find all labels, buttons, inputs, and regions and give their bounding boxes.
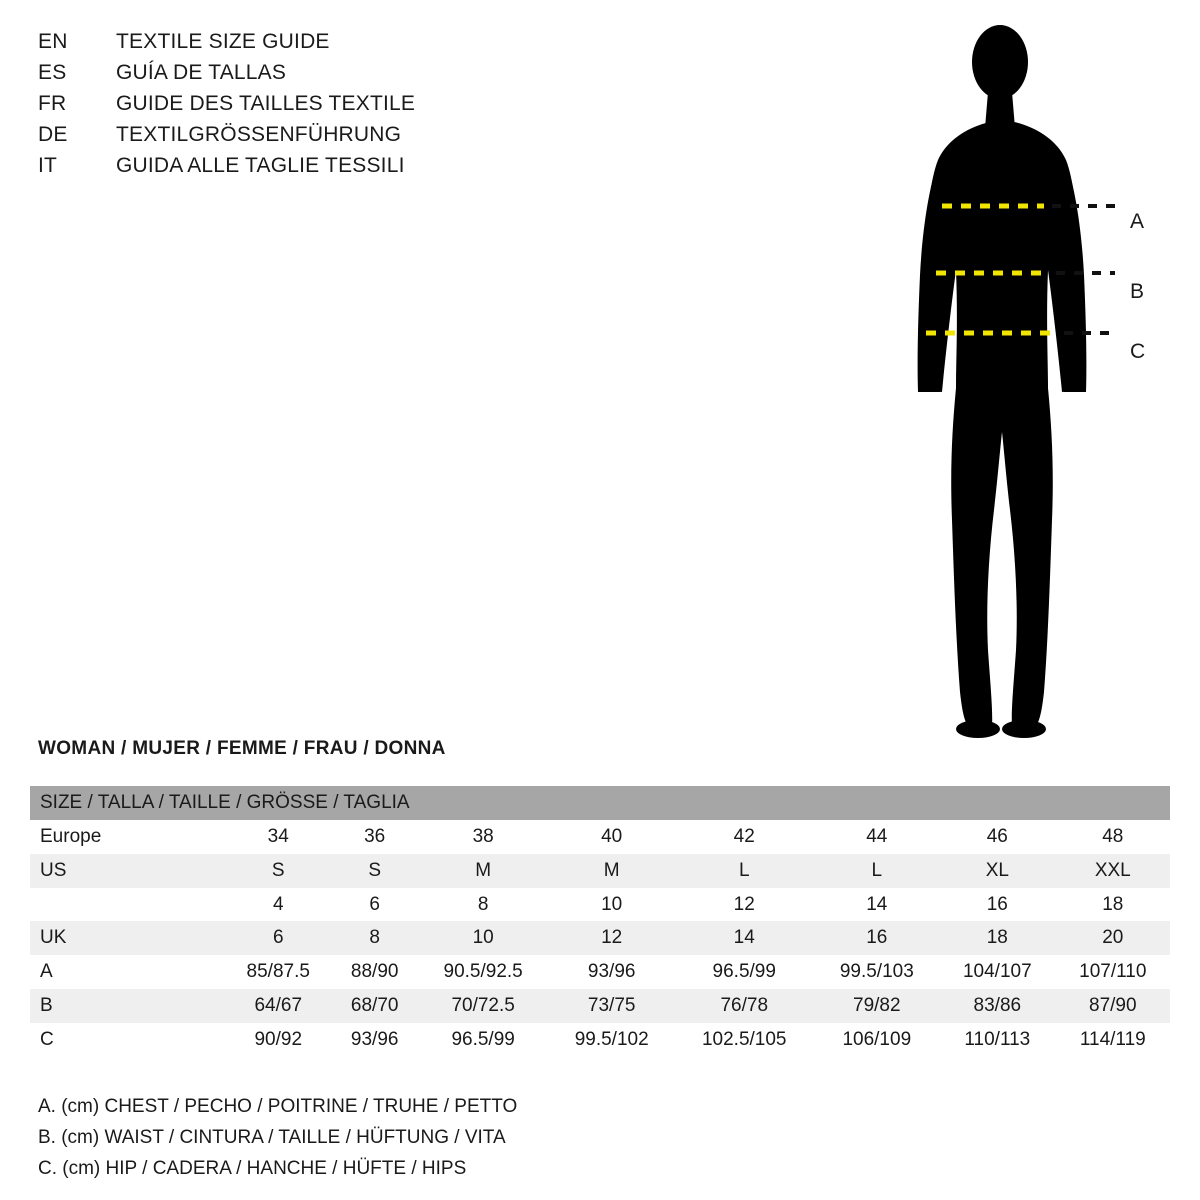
table-cell: 85/87.5: [246, 961, 310, 983]
table-cell: 68/70: [350, 995, 399, 1017]
table-cell: M: [475, 859, 492, 881]
legend-line-b: B. (cm) WAIST / CINTURA / TAILLE / HÜFTUNG / VITA: [38, 1126, 506, 1148]
table-cell: 114/119: [1079, 1028, 1146, 1050]
table-cell: 18: [986, 927, 1008, 949]
table-cell: 83/86: [973, 995, 1022, 1017]
table-cell: 4: [272, 893, 284, 915]
language-code: DE: [38, 123, 68, 146]
table-row: [30, 820, 1170, 854]
table-cell: 12: [733, 893, 755, 915]
measurement-legend: [38, 1092, 938, 1184]
table-header-row: [30, 786, 1170, 820]
table-cell: S: [368, 859, 382, 881]
table-cell: 10: [472, 927, 494, 949]
table-cell: 90/92: [254, 1028, 303, 1050]
table-cell: 107/110: [1079, 961, 1147, 983]
table-cell: 96.5/99: [451, 1028, 515, 1050]
table-cell: 10: [601, 893, 623, 915]
language-row: [38, 154, 558, 185]
language-code: EN: [38, 30, 68, 53]
language-title-block: [38, 30, 558, 185]
row-label: [30, 888, 224, 922]
legend-line-c: C. (cm) HIP / CADERA / HANCHE / HÜFTE / HIPS: [38, 1157, 467, 1179]
language-title: GUIDE DES TAILLES TEXTILE: [116, 92, 416, 115]
table-cell: S: [271, 859, 285, 881]
table-cell: 70/72.5: [451, 995, 515, 1017]
table-cell: 8: [477, 893, 489, 915]
table-cell: 38: [472, 825, 494, 847]
table-cell: 73/75: [587, 995, 636, 1017]
table-cell: 44: [866, 825, 888, 847]
row-label: UK: [40, 927, 67, 949]
table-cell: 110/113: [964, 1028, 1031, 1050]
table-cell: 93/96: [587, 961, 636, 983]
table-cell: 6: [369, 893, 380, 915]
row-label: Europe: [40, 825, 102, 847]
table-cell: 34: [267, 825, 289, 847]
size-table: [30, 786, 1170, 1057]
table-cell: XXL: [1094, 859, 1131, 881]
table-row: [30, 989, 1170, 1023]
table-cell: XL: [985, 859, 1009, 881]
table-cell: 76/78: [720, 995, 769, 1017]
table-cell: 6: [272, 927, 284, 949]
table-cell: 8: [369, 927, 380, 949]
table-cell: L: [871, 859, 883, 881]
table-cell: 14: [733, 927, 755, 949]
language-row: [38, 30, 558, 61]
table-cell: 102.5/105: [701, 1028, 787, 1050]
body-silhouette-icon: [860, 20, 1180, 740]
row-label: C: [40, 1028, 54, 1050]
language-code: ES: [38, 61, 67, 84]
legend-line-a: A. (cm) CHEST / PECHO / POITRINE / TRUHE / PETTO: [38, 1096, 518, 1117]
language-title: TEXTILGRÖSSENFÜHRUNG: [116, 123, 402, 146]
table-cell: M: [603, 859, 620, 881]
table-row: [30, 955, 1170, 989]
language-title: GUIDA ALLE TAGLIE TESSILI: [116, 154, 405, 177]
table-cell: 90.5/92.5: [443, 961, 523, 983]
row-label: A: [40, 961, 53, 983]
table-cell: 20: [1102, 927, 1124, 949]
figure-label-a: A: [1130, 210, 1145, 233]
table-cell: 16: [866, 927, 888, 949]
language-row: [38, 92, 558, 123]
table-row: [30, 1023, 1170, 1057]
table-cell: 99.5/102: [574, 1028, 649, 1050]
language-row: [38, 123, 558, 154]
table-cell: 42: [733, 825, 755, 847]
table-cell: 104/107: [962, 961, 1032, 983]
table-cell: 64/67: [254, 995, 303, 1017]
table-cell: 16: [986, 893, 1008, 915]
table-cell: 12: [601, 927, 623, 949]
figure-label-b: B: [1130, 280, 1145, 303]
table-cell: 48: [1102, 825, 1124, 847]
table-cell: 14: [866, 893, 888, 915]
row-label: US: [40, 859, 67, 881]
table-cell: 79/82: [853, 995, 901, 1017]
table-cell: 93/96: [350, 1028, 399, 1050]
table-cell: 99.5/103: [839, 961, 914, 983]
table-cell: L: [738, 859, 750, 881]
table-cell: 36: [364, 825, 386, 847]
table-cell: 87/90: [1089, 995, 1137, 1017]
table-row: [30, 854, 1170, 888]
language-row: [38, 61, 558, 92]
language-title: GUÍA DE TALLAS: [116, 61, 287, 84]
table-cell: 46: [986, 825, 1008, 847]
table-row: [30, 921, 1170, 955]
table-header-label: SIZE / TALLA / TAILLE / GRÖSSE / TAGLIA: [40, 792, 410, 813]
section-title: WOMAN / MUJER / FEMME / FRAU / DONNA: [38, 738, 446, 759]
figure-label-c: C: [1130, 340, 1146, 363]
language-title: TEXTILE SIZE GUIDE: [116, 30, 330, 53]
language-code: FR: [38, 92, 67, 115]
table-cell: 18: [1102, 893, 1124, 915]
language-code: IT: [38, 154, 58, 177]
row-label: B: [40, 995, 53, 1017]
table-cell: 88/90: [350, 961, 399, 983]
table-cell: 96.5/99: [712, 961, 776, 983]
table-cell: 40: [601, 825, 623, 847]
table-cell: 106/109: [842, 1028, 912, 1050]
table-row: [30, 888, 1170, 922]
female-body-figure: [860, 20, 1180, 740]
